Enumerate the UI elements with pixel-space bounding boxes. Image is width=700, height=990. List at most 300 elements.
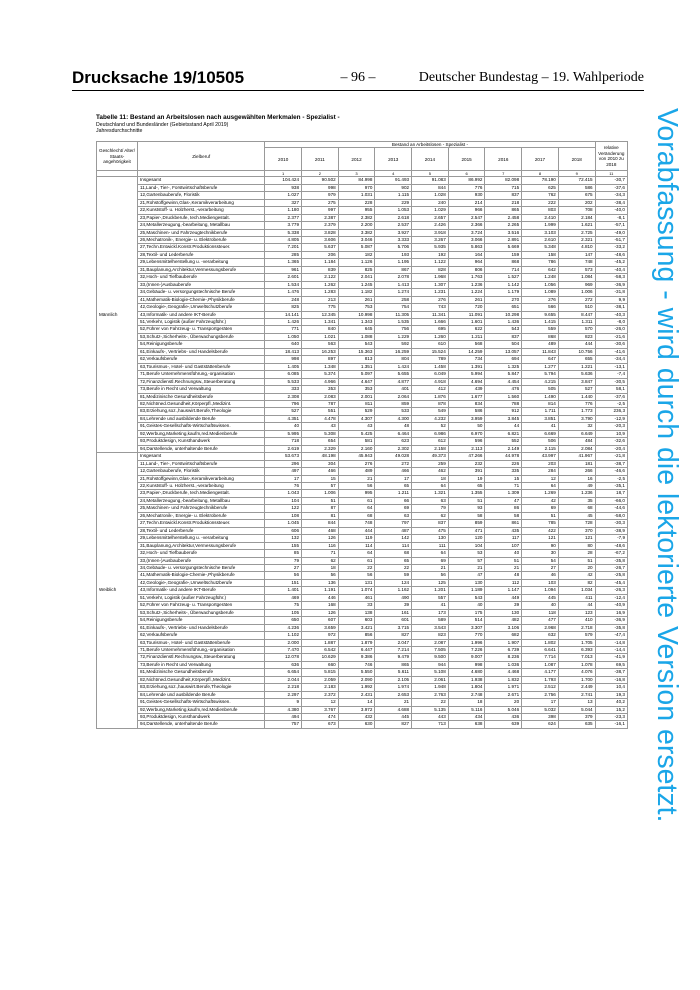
value-cell: 35: [558, 497, 595, 504]
change-cell: -38,1: [595, 304, 627, 311]
value-cell: 1.089: [522, 289, 559, 296]
beruf-cell: 63,Tourismus-, Hotel- und Gaststättenberufe: [138, 363, 265, 370]
value-cell: 18.413: [265, 348, 302, 355]
change-cell: -46,6: [595, 468, 627, 475]
value-cell: 4.454: [485, 378, 522, 385]
value-cell: 552: [485, 438, 522, 445]
value-cell: 5.533: [265, 378, 302, 385]
beruf-cell: 42,Geologie-,Geografie-,Umweltschutzberufe: [138, 579, 265, 586]
value-cell: 489: [522, 341, 559, 348]
value-cell: 2.160: [338, 445, 375, 452]
value-cell: 823: [558, 333, 595, 340]
col-header-year: 2015: [448, 148, 485, 171]
beruf-cell: 31,Bauplanung,Architektur,Vermessungsberufe: [138, 542, 265, 549]
value-cell: 966: [448, 207, 485, 214]
value-cell: 1.236: [558, 490, 595, 497]
beruf-cell: 25,Maschinen- und Fahrzeugtechnikberufe: [138, 229, 265, 236]
value-cell: 2.618: [375, 214, 412, 221]
value-cell: 4.647: [338, 378, 375, 385]
change-cell: -47,4: [595, 632, 627, 639]
value-cell: 6.649: [558, 430, 595, 437]
watermark: [647, 108, 687, 948]
table-row: [97, 572, 628, 579]
beruf-cell: 51,Verkehr, Logistik (außer Fahrzeugführ.): [138, 594, 265, 601]
value-cell: 2.321: [558, 237, 595, 244]
value-cell: 4.232: [412, 415, 449, 422]
beruf-cell: 81,Medizinische Gesundheitsberufe: [138, 393, 265, 400]
table-row: [97, 564, 628, 571]
table-row: [97, 661, 628, 668]
value-cell: 1.260: [412, 333, 449, 340]
value-cell: 118: [522, 609, 559, 616]
value-cell: 1.996: [448, 639, 485, 646]
value-cell: 58: [448, 512, 485, 519]
value-cell: 1.876: [412, 393, 449, 400]
value-cell: 444: [338, 527, 375, 534]
change-cell: -49,0: [595, 229, 627, 236]
beruf-cell: 53,Schutz-,Sicherheits-, Überwachungsberufe: [138, 609, 265, 616]
value-cell: 1.999: [522, 222, 559, 229]
value-cell: 5.116: [448, 706, 485, 713]
beruf-cell: 34,Gebäude- u. versorgungstechnische Berufe: [138, 564, 265, 571]
value-cell: 708: [558, 207, 595, 214]
value-cell: 42: [558, 572, 595, 579]
table-row: [97, 460, 628, 467]
value-cell: 27: [522, 564, 559, 571]
change-cell: -40,3: [595, 311, 627, 318]
value-cell: 581: [338, 438, 375, 445]
table-row: [97, 214, 628, 221]
value-cell: 49.373: [412, 453, 449, 460]
change-cell: 19,3: [595, 691, 627, 698]
value-cell: 837: [412, 520, 449, 527]
value-cell: 1.309: [485, 490, 522, 497]
value-cell: 379: [558, 714, 595, 721]
value-cell: 13: [558, 699, 595, 706]
index-cell: 7: [485, 171, 522, 177]
value-cell: 1.036: [485, 661, 522, 668]
change-cell: -35,1: [595, 482, 627, 489]
value-cell: 1.142: [485, 281, 522, 288]
value-cell: 2.265: [485, 222, 522, 229]
value-cell: 466: [375, 468, 412, 475]
value-cell: 865: [485, 207, 522, 214]
value-cell: 1.224: [448, 289, 485, 296]
beruf-cell: 61,Einkaufs-, Vertriebs- und Handelsberufe: [138, 624, 265, 631]
value-cell: 206: [302, 251, 339, 258]
change-cell: -45,2: [595, 259, 627, 266]
value-cell: 182: [338, 251, 375, 258]
value-cell: 5.135: [412, 706, 449, 713]
value-cell: 1.021: [302, 333, 339, 340]
value-cell: 261: [448, 296, 485, 303]
value-cell: 1.666: [412, 319, 449, 326]
value-cell: 7.714: [522, 654, 559, 661]
value-cell: 3.828: [302, 229, 339, 236]
value-cell: 1.211: [375, 490, 412, 497]
value-cell: 4.215: [522, 378, 559, 385]
table-row: [97, 326, 628, 333]
table-row: [97, 453, 628, 460]
value-cell: 84.998: [338, 177, 375, 184]
value-cell: 68: [375, 550, 412, 557]
value-cell: 75: [265, 602, 302, 609]
value-cell: 119: [338, 535, 375, 542]
value-cell: 138: [338, 609, 375, 616]
table-row: [97, 177, 628, 184]
value-cell: 44.978: [485, 453, 522, 460]
value-cell: 754: [375, 304, 412, 311]
value-cell: 476: [485, 386, 522, 393]
value-cell: 529: [338, 408, 375, 415]
table-row: [97, 632, 628, 639]
value-cell: 6.641: [522, 646, 559, 653]
change-cell: -30,5: [595, 378, 627, 385]
value-cell: 4.351: [265, 415, 302, 422]
table-row: [97, 721, 628, 728]
value-cell: 122: [265, 505, 302, 512]
index-cell: 6: [448, 171, 485, 177]
value-cell: 17: [522, 699, 559, 706]
value-cell: 2.748: [448, 691, 485, 698]
value-cell: 10.998: [338, 311, 375, 318]
value-cell: 695: [412, 326, 449, 333]
value-cell: 18: [412, 475, 449, 482]
value-cell: 90: [522, 542, 559, 549]
value-cell: 5.046: [485, 706, 522, 713]
value-cell: 401: [375, 386, 412, 393]
value-cell: 104: [265, 497, 302, 504]
table-row: [97, 594, 628, 601]
value-cell: 6.447: [338, 646, 375, 653]
beruf-cell: 42,Geologie-,Geografie-,Umweltschutzberufe: [138, 304, 265, 311]
value-cell: 104: [448, 542, 485, 549]
change-cell: 236,3: [595, 408, 627, 415]
table-row: [97, 482, 628, 489]
value-cell: 844: [302, 520, 339, 527]
col-header-year: 2018: [558, 148, 595, 171]
value-cell: 64: [412, 550, 449, 557]
value-cell: 1.413: [375, 281, 412, 288]
table-row: [97, 393, 628, 400]
value-cell: 1.705: [558, 639, 595, 646]
value-cell: 69: [375, 505, 412, 512]
value-cell: 85: [265, 550, 302, 557]
change-cell: -31,8: [595, 289, 627, 296]
value-cell: 82: [558, 579, 595, 586]
change-cell: -8,1: [595, 214, 627, 221]
value-cell: 1.034: [558, 587, 595, 594]
value-cell: 3.790: [558, 415, 595, 422]
change-cell: 69,5: [595, 661, 627, 668]
value-cell: 304: [302, 460, 339, 467]
value-cell: 1.269: [522, 490, 559, 497]
value-cell: 632: [522, 632, 559, 639]
value-cell: 1.274: [375, 289, 412, 296]
table-row: [97, 691, 628, 698]
change-cell: -36,9: [595, 617, 627, 624]
change-cell: -40,4: [595, 266, 627, 273]
value-cell: 1.084: [558, 274, 595, 281]
col-header-year: 2011: [302, 148, 339, 171]
value-cell: 65: [448, 482, 485, 489]
value-cell: 2.431: [338, 691, 375, 698]
value-cell: 12: [522, 475, 559, 482]
value-cell: 10.756: [558, 348, 595, 355]
value-cell: 71: [302, 550, 339, 557]
value-cell: 22: [338, 564, 375, 571]
value-cell: 6.821: [485, 430, 522, 437]
value-cell: 56: [412, 572, 449, 579]
value-cell: 2.047: [375, 639, 412, 646]
value-cell: 5.669: [485, 244, 522, 251]
table-row: [97, 251, 628, 258]
value-cell: 868: [522, 333, 559, 340]
beruf-cell: 23,Papier-,Druckberufe, tech.Mediengestalt.: [138, 214, 265, 221]
change-cell: -20,4: [595, 445, 627, 452]
value-cell: 164: [448, 251, 485, 258]
value-cell: 1.006: [302, 490, 339, 497]
value-cell: 497: [265, 468, 302, 475]
beruf-cell: 23,Papier-,Druckberufe, tech.Mediengestalt.: [138, 490, 265, 497]
value-cell: 1.677: [448, 393, 485, 400]
change-cell: -38,7: [595, 460, 627, 467]
value-cell: 47: [448, 572, 485, 579]
beruf-cell: 91,Geistes-Gesellschafts-Wirtschaftswissen.: [138, 423, 265, 430]
value-cell: 2.449: [558, 684, 595, 691]
value-cell: 40: [448, 602, 485, 609]
col-header-year: 2013: [375, 148, 412, 171]
watermark-text: Vorabfassung - wird durch die lektorierte Version ersetzt.: [651, 108, 683, 823]
change-cell: -37,6: [595, 184, 627, 191]
value-cell: 972: [302, 632, 339, 639]
index-cell: 3: [338, 171, 375, 177]
value-cell: 1.236: [448, 281, 485, 288]
value-cell: 647: [522, 356, 559, 363]
table-row: [97, 520, 628, 527]
value-cell: 844: [412, 184, 449, 191]
value-cell: 43: [338, 423, 375, 430]
change-cell: -26,3: [595, 587, 627, 594]
value-cell: 422: [522, 527, 559, 534]
value-cell: 1.311: [558, 319, 595, 326]
value-cell: 997: [302, 207, 339, 214]
beruf-cell: 71,Berufe Unternehmensführung,-organisation: [138, 371, 265, 378]
value-cell: 837: [485, 192, 522, 199]
value-cell: 2.547: [448, 214, 485, 221]
value-cell: 7.470: [265, 646, 302, 653]
table-row: [97, 408, 628, 415]
value-cell: 51: [522, 512, 559, 519]
value-cell: 3.543: [412, 624, 449, 631]
value-cell: 3.267: [412, 237, 449, 244]
table-row: [97, 699, 628, 706]
value-cell: 9.479: [375, 654, 412, 661]
change-cell: -66,0: [595, 497, 627, 504]
table-row: [97, 550, 628, 557]
value-cell: 59: [375, 572, 412, 579]
change-cell: -34,3: [595, 192, 627, 199]
value-cell: 66: [375, 497, 412, 504]
value-cell: 5.794: [522, 371, 559, 378]
value-cell: 785: [522, 520, 559, 527]
value-cell: 1.879: [338, 639, 375, 646]
beruf-cell: 73,Berufe in Recht und Verwaltung: [138, 661, 265, 668]
document-number-value: 10505: [196, 68, 245, 87]
beruf-cell: 52,Führer von Fahrzeug- u. Transportgeräten: [138, 602, 265, 609]
value-cell: 543: [448, 594, 485, 601]
value-cell: 1.245: [338, 281, 375, 288]
beruf-cell: 94,Darstellende, unterhaltende Berufe: [138, 721, 265, 728]
value-cell: 3.779: [265, 222, 302, 229]
beruf-cell: 11,Land-, Tier-, Forstwirtschaftsberufe: [138, 460, 265, 467]
value-cell: 353: [302, 386, 339, 393]
value-cell: 173: [412, 609, 449, 616]
change-cell: -44,6: [595, 505, 627, 512]
change-cell: -2,5: [595, 401, 627, 408]
value-cell: 490: [375, 594, 412, 601]
value-cell: 4.966: [302, 378, 339, 385]
value-cell: 30: [522, 550, 559, 557]
value-cell: 1.325: [485, 363, 522, 370]
data-table: [96, 141, 628, 729]
value-cell: 125: [412, 579, 449, 586]
value-cell: 3.927: [375, 229, 412, 236]
page-number: – 96 –: [340, 70, 376, 85]
value-cell: 1.436: [485, 319, 522, 326]
value-cell: 753: [338, 304, 375, 311]
value-cell: 2.183: [302, 684, 339, 691]
value-cell: 2.084: [558, 445, 595, 452]
value-cell: 2.366: [448, 222, 485, 229]
value-cell: 158: [522, 251, 559, 258]
value-cell: 2.297: [265, 691, 302, 698]
value-cell: 1.938: [448, 676, 485, 683]
value-cell: 1.088: [338, 333, 375, 340]
value-cell: 1.401: [265, 587, 302, 594]
beruf-cell: 92,Werbung,Marketing,kaufm,red.Medienberufe: [138, 430, 265, 437]
value-cell: 694: [485, 356, 522, 363]
table-row: [97, 423, 628, 430]
value-cell: 834: [448, 401, 485, 408]
value-cell: 2.382: [338, 214, 375, 221]
value-cell: 412: [412, 386, 449, 393]
value-cell: 2.379: [302, 222, 339, 229]
value-cell: 64: [338, 505, 375, 512]
value-cell: 3.972: [338, 706, 375, 713]
value-cell: 3.066: [448, 237, 485, 244]
value-cell: 1.231: [412, 289, 449, 296]
value-cell: 5.935: [412, 244, 449, 251]
value-cell: 510: [558, 304, 595, 311]
value-cell: 131: [338, 579, 375, 586]
value-cell: 10.629: [302, 654, 339, 661]
value-cell: 527: [265, 408, 302, 415]
value-cell: 1.078: [558, 661, 595, 668]
value-cell: 21: [338, 475, 375, 482]
table-row: [97, 371, 628, 378]
value-cell: 639: [485, 721, 522, 728]
value-cell: 995: [338, 490, 375, 497]
beruf-cell: Insgesamt: [138, 453, 265, 460]
table-row: [97, 229, 628, 236]
value-cell: 56: [338, 482, 375, 489]
table-row: [97, 184, 628, 191]
change-cell: -40,0: [595, 207, 627, 214]
value-cell: 579: [558, 632, 595, 639]
value-cell: 2.064: [375, 393, 412, 400]
value-cell: 557: [412, 594, 449, 601]
value-cell: 586: [448, 408, 485, 415]
value-cell: 7.214: [375, 646, 412, 653]
value-cell: 5.044: [558, 706, 595, 713]
beruf-cell: 92,Werbung,Marketing,kaufm,red.Medienberufe: [138, 706, 265, 713]
value-cell: 47.266: [448, 453, 485, 460]
value-cell: 786: [522, 259, 559, 266]
value-cell: 41: [522, 423, 559, 430]
value-cell: 4.478: [302, 415, 339, 422]
value-cell: 213: [302, 296, 339, 303]
col-header-year: 2014: [412, 148, 449, 171]
value-cell: 2.308: [265, 393, 302, 400]
value-cell: 3.516: [485, 229, 522, 236]
value-cell: 15.363: [338, 348, 375, 355]
value-cell: 912: [485, 408, 522, 415]
value-cell: 638: [448, 721, 485, 728]
value-cell: 147: [558, 251, 595, 258]
value-cell: 248: [265, 296, 302, 303]
value-cell: 49.028: [375, 453, 412, 460]
value-cell: 1.534: [265, 281, 302, 288]
beruf-cell: 32,Hoch- und Tiefbauberufe: [138, 274, 265, 281]
value-cell: 117: [485, 535, 522, 542]
change-cell: -38,7: [595, 669, 627, 676]
value-cell: 961: [265, 266, 302, 273]
value-cell: 461: [338, 594, 375, 601]
table-row: [97, 497, 628, 504]
value-cell: 435: [485, 527, 522, 534]
value-cell: 734: [448, 356, 485, 363]
value-cell: 2.078: [375, 274, 412, 281]
value-cell: 612: [412, 438, 449, 445]
value-cell: 1.321: [412, 490, 449, 497]
value-cell: 91.493: [375, 177, 412, 184]
value-cell: 998: [448, 661, 485, 668]
value-cell: 52: [412, 423, 449, 430]
value-cell: 7.505: [412, 646, 449, 653]
value-cell: 3.333: [375, 237, 412, 244]
value-cell: 4.236: [265, 624, 302, 631]
value-cell: 673: [302, 721, 339, 728]
change-cell: -7,4: [595, 371, 627, 378]
table-row: [97, 654, 628, 661]
value-cell: 468: [302, 527, 339, 534]
value-cell: 14.141: [265, 311, 302, 318]
value-cell: 642: [522, 266, 559, 273]
value-cell: 12.345: [302, 311, 339, 318]
value-cell: 2.619: [265, 445, 302, 452]
value-cell: 728: [558, 520, 595, 527]
table-row: [97, 542, 628, 549]
value-cell: 827: [375, 632, 412, 639]
value-cell: 748: [338, 520, 375, 527]
value-cell: 466: [302, 468, 339, 475]
value-cell: 867: [375, 266, 412, 273]
beruf-cell: 24,Metallerzeugung,-bearbeitung, Metallbau: [138, 497, 265, 504]
index-cell: 9: [558, 171, 595, 177]
beruf-cell: 29,Lebensmittelherstellung u. -verarbeitung: [138, 535, 265, 542]
value-cell: 5.097: [338, 371, 375, 378]
